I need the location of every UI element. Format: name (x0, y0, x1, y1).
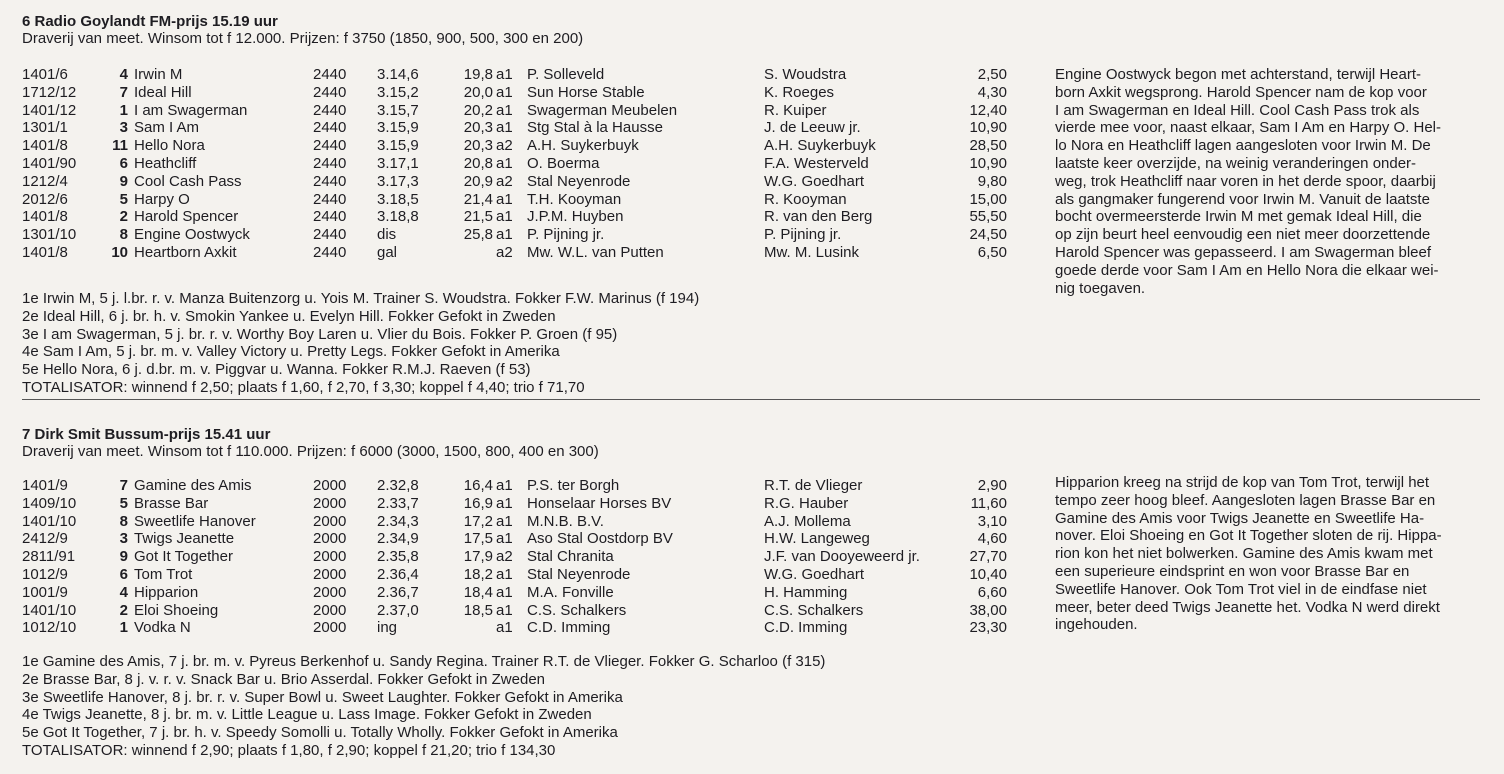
owner: C.S. Schalkers (527, 601, 627, 619)
distance: 2440 (313, 66, 347, 83)
report-line: nig toegaven. (1055, 279, 1146, 297)
report-line: Hipparion kreeg na strijd de kop van Tom Trot, terwijl het (1055, 474, 1430, 491)
form-code: 2412/9 (22, 530, 68, 548)
driver: C.D. Imming (764, 619, 848, 637)
form-code: 1409/10 (22, 494, 77, 512)
report-line: I am Swagerman en Ideal Hill. Cool Cash Pass trok als (1055, 101, 1420, 119)
report-line: bocht overmeersterde Irwin M met gemak Ideal Hill, die (1055, 208, 1422, 226)
form-code: 1001/9 (22, 583, 68, 601)
horse-name: Ideal Hill (134, 83, 192, 101)
race-title: 7 Dirk Smit Bussum-prijs 15.41 uur (22, 426, 271, 443)
owner: O. Boerma (527, 155, 600, 172)
horse-name: Sweetlife Hanover (134, 512, 256, 530)
driver: R. van den Berg (764, 208, 873, 226)
finish-time: 3.18,5 (377, 190, 419, 208)
form-code: 1401/8 (22, 208, 68, 226)
class: a1 (496, 208, 513, 226)
start-number: 4 (119, 583, 128, 601)
form-code: 1401/12 (22, 101, 77, 119)
driver: J. de Leeuw jr. (764, 119, 861, 137)
class: a1 (496, 190, 513, 208)
horse-name: Hipparion (134, 583, 199, 601)
finish-time: dis (377, 226, 397, 244)
class: a1 (496, 83, 513, 101)
finish-time: 2.36,7 (377, 583, 419, 601)
owner: M.N.B. B.V. (527, 512, 604, 530)
report-line: als gangmaker fungerend voor Irwin M. Vanuit de laatste (1055, 190, 1430, 208)
table-row (22, 495, 1022, 513)
km-time: 25,8 (463, 226, 493, 244)
distance: 2000 (313, 548, 347, 566)
placing-note: 4e Twigs Jeanette, 8 j. br. m. v. Little League u. Lass Image. Fokker Gefokt in Zweden (22, 706, 592, 724)
placing-note: 2e Ideal Hill, 6 j. br. h. v. Smokin Yankee u. Evelyn Hill. Fokker Gefokt in Zweden (22, 307, 556, 325)
owner: Stal Chranita (527, 548, 614, 566)
km-time: 20,3 (463, 119, 493, 137)
form-code: 1401/8 (22, 244, 68, 261)
start-number: 11 (112, 137, 128, 155)
race-conditions: Draverij van meet. Winsom tot f 12.000. Prijzen: f 3750 (1850, 900, 500, 300 en 200) (22, 30, 584, 47)
form-code: 1401/10 (22, 512, 77, 530)
odds: 3,10 (977, 512, 1007, 530)
placing-note: 5e Got It Together, 7 j. br. h. v. Speedy Somolli u. Totally Wholly. Fokker Gefokt in Amerika (22, 724, 618, 742)
odds: 23,30 (969, 619, 1007, 637)
race-section (22, 13, 1492, 396)
finish-time: 3.15,9 (377, 137, 419, 155)
totalisator-line: TOTALISATOR: winnend f 2,50; plaats f 1,60, f 2,70, f 3,30; koppel f 4,40; trio f 71,70 (22, 378, 585, 396)
odds: 4,60 (977, 530, 1007, 548)
placing-note: 5e Hello Nora, 6 j. d.br. m. v. Piggvar u. Wanna. Fokker R.M.J. Raeven (f 53) (22, 361, 531, 379)
horse-name: Heartborn Axkit (134, 244, 237, 261)
owner: P. Pijning jr. (527, 226, 605, 244)
class: a1 (496, 530, 513, 548)
table-row (22, 102, 1022, 120)
owner: Sun Horse Stable (527, 83, 645, 101)
odds: 15,00 (969, 190, 1007, 208)
table-row (22, 584, 1022, 602)
odds: 10,90 (969, 119, 1007, 137)
owner: A.H. Suykerbuyk (527, 137, 639, 155)
class: a2 (496, 172, 513, 190)
owner: T.H. Kooyman (527, 190, 622, 208)
table-row (22, 513, 1022, 531)
start-number: 3 (119, 119, 128, 137)
driver: W.G. Goedhart (764, 172, 865, 190)
class: a1 (496, 477, 513, 494)
finish-time: 3.17,3 (377, 172, 419, 190)
owner: Stg Stal à la Hausse (527, 119, 663, 137)
placing-note: 3e I am Swagerman, 5 j. br. r. v. Worthy Boy Laren u. Vlier du Bois. Fokker P. Groen (f 95) (22, 325, 618, 343)
report-line: laatste keer overzijde, na weinig veranderingen onder- (1055, 154, 1417, 172)
report-line: tempo zeer hoog bleef. Aangesloten lagen Brasse Bar en (1055, 491, 1436, 509)
odds: 55,50 (969, 208, 1007, 226)
odds: 11,60 (970, 494, 1007, 512)
placing-note: 3e Sweetlife Hanover, 8 j. br. r. v. Super Bowl u. Sweet Laughter. Fokker Gefokt in Amerika (22, 688, 623, 706)
form-code: 1401/90 (22, 155, 77, 172)
form-code: 2811/91 (22, 548, 76, 566)
race-conditions: Draverij van meet. Winsom tot f 110.000. Prijzen: f 6000 (3000, 1500, 800, 400 en 300) (22, 443, 599, 460)
finish-time: 2.34,9 (377, 530, 419, 548)
horse-name: Twigs Jeanette (134, 530, 235, 548)
driver: H.W. Langeweg (764, 530, 870, 548)
odds: 38,00 (969, 601, 1007, 619)
table-row (22, 84, 1022, 102)
driver: S. Woudstra (764, 66, 847, 83)
km-time: 20,3 (463, 137, 493, 155)
odds: 6,50 (977, 244, 1007, 261)
start-number: 8 (119, 512, 128, 530)
distance: 2000 (313, 477, 347, 494)
distance: 2440 (313, 172, 347, 190)
start-number: 9 (119, 172, 128, 190)
owner: Aso Stal Oostdorp BV (527, 530, 673, 548)
start-number: 2 (119, 601, 128, 619)
km-time: 18,5 (463, 601, 493, 619)
odds: 4,30 (977, 83, 1007, 101)
odds: 2,90 (977, 477, 1007, 494)
placing-note: 2e Brasse Bar, 8 j. v. r. v. Snack Bar u. Brio Asserdal. Fokker Gefokt in Zweden (22, 670, 546, 688)
km-time: 20,9 (463, 172, 493, 190)
start-number: 3 (119, 530, 128, 548)
owner: Stal Neyenrode (527, 566, 631, 583)
finish-time: 2.32,8 (377, 477, 419, 494)
table-row (22, 208, 1022, 226)
table-row (22, 477, 1022, 495)
horse-name: Gamine des Amis (134, 477, 252, 494)
report-line: Harold Spencer was gepasseerd. I am Swagerman bleef (1055, 243, 1432, 261)
finish-time: 2.35,8 (377, 548, 419, 566)
report-line: vierde mee voor, naast elkaar, Sam I Am en Harpy O. Hel- (1055, 119, 1442, 137)
horse-name: Got It Together (134, 548, 233, 566)
distance: 2440 (313, 244, 347, 261)
horse-name: Cool Cash Pass (134, 172, 242, 190)
form-code: 1401/9 (22, 477, 68, 494)
class: a1 (496, 155, 513, 172)
table-row (22, 602, 1022, 620)
report-line: born Axkit wegsprong. Harold Spencer nam de kop voor (1055, 83, 1427, 101)
distance: 2440 (313, 137, 347, 155)
placing-note: 1e Irwin M, 5 j. l.br. r. v. Manza Buitenzorg u. Yois M. Trainer S. Woudstra. Fokker F.W. Marinus (f 194) (22, 290, 700, 307)
driver: R. Kooyman (764, 190, 847, 208)
horse-name: Harpy O (134, 190, 190, 208)
odds: 6,60 (977, 583, 1007, 601)
report-line: Sweetlife Hanover. Ook Tom Trot viel in de eindfase niet (1055, 580, 1427, 598)
start-number: 5 (119, 494, 128, 512)
odds: 24,50 (969, 226, 1007, 244)
form-code: 1012/10 (22, 619, 77, 637)
odds: 9,80 (977, 172, 1007, 190)
driver: H. Hamming (764, 583, 848, 601)
owner: M.A. Fonville (527, 583, 614, 601)
distance: 2000 (313, 494, 347, 512)
finish-time: 3.18,8 (377, 208, 419, 226)
report-line: op zijn beurt heel eenvoudig een niet meer doorzettende (1055, 226, 1431, 244)
km-time: 19,8 (463, 66, 493, 83)
table-row (22, 191, 1022, 209)
distance: 2000 (313, 566, 347, 583)
form-code: 1401/8 (22, 137, 68, 155)
table-row (22, 619, 1022, 637)
report-line: ingehouden. (1055, 616, 1138, 634)
distance: 2000 (313, 512, 347, 530)
start-number: 9 (119, 548, 128, 566)
form-code: 1301/1 (22, 119, 68, 137)
race-report (1055, 474, 1493, 634)
horse-name: Brasse Bar (134, 494, 209, 512)
finish-time: ing (377, 619, 398, 637)
km-time: 17,2 (463, 512, 493, 530)
driver: A.H. Suykerbuyk (764, 137, 876, 155)
horse-name: Tom Trot (134, 566, 193, 583)
start-number: 2 (119, 208, 128, 226)
finish-time: 3.15,7 (377, 101, 419, 119)
distance: 2440 (313, 155, 347, 172)
start-number: 8 (119, 226, 128, 244)
class: a1 (496, 619, 513, 637)
km-time: 16,9 (463, 494, 493, 512)
table-row (22, 173, 1022, 191)
table-row (22, 530, 1022, 548)
start-number: 1 (119, 619, 128, 637)
driver: F.A. Westerveld (764, 155, 869, 172)
horse-name: Sam I Am (134, 119, 200, 137)
km-time: 17,9 (463, 548, 493, 566)
owner: C.D. Imming (527, 619, 611, 637)
class: a1 (496, 101, 513, 119)
finish-time: 3.15,9 (377, 119, 419, 137)
horse-name: I am Swagerman (134, 101, 248, 119)
driver: J.F. van Dooyeweerd jr. (764, 548, 920, 566)
class: a1 (496, 512, 513, 530)
owner: Honselaar Horses BV (527, 494, 672, 512)
form-code: 1301/10 (22, 226, 77, 244)
placing-note: 1e Gamine des Amis, 7 j. br. m. v. Pyreus Berkenhof u. Sandy Regina. Trainer R.T. de Vlieger. Fokker G. Scharloo (f 315) (22, 653, 826, 670)
km-time: 18,2 (463, 566, 493, 583)
horse-name: Irwin M (134, 66, 183, 83)
odds: 27,70 (969, 548, 1007, 566)
finish-time: gal (377, 244, 398, 261)
start-number: 7 (119, 83, 128, 101)
distance: 2000 (313, 619, 347, 637)
distance: 2440 (313, 101, 347, 119)
distance: 2440 (313, 208, 347, 226)
report-line: goede derde voor Sam I Am en Hello Nora die elkaar wei- (1055, 261, 1439, 279)
owner: P. Solleveld (527, 66, 605, 83)
form-code: 2012/6 (22, 190, 68, 208)
finish-time: 2.33,7 (377, 494, 419, 512)
distance: 2440 (313, 83, 347, 101)
report-line: weg, trok Heathcliff naar voren in het derde spoor, daarbij (1055, 172, 1436, 190)
finish-time: 2.37,0 (377, 601, 419, 619)
km-time: 20,0 (463, 83, 493, 101)
start-number: 6 (119, 566, 128, 583)
km-time: 17,5 (463, 530, 493, 548)
owner: J.P.M. Huyben (527, 208, 624, 226)
table-row (22, 566, 1022, 584)
driver: C.S. Schalkers (764, 601, 864, 619)
driver: A.J. Mollema (764, 512, 851, 530)
finish-time: 3.17,1 (377, 155, 419, 172)
odds: 28,50 (969, 137, 1007, 155)
owner: P.S. ter Borgh (527, 477, 620, 494)
table-row (22, 226, 1022, 244)
driver: R.T. de Vlieger (764, 477, 863, 494)
odds: 10,40 (969, 566, 1007, 583)
distance: 2440 (313, 226, 347, 244)
odds: 2,50 (977, 66, 1007, 83)
horse-name: Eloi Shoeing (134, 601, 219, 619)
report-line: meer, beter deed Twigs Jeanette het. Vodka N werd direkt (1055, 598, 1440, 616)
form-code: 1712/12 (22, 83, 77, 101)
form-code: 1401/6 (22, 66, 68, 83)
report-line: Gamine des Amis voor Twigs Jeanette en Sweetlife Ha- (1055, 509, 1425, 527)
finish-time: 3.15,2 (377, 83, 419, 101)
distance: 2000 (313, 530, 347, 548)
start-number: 1 (119, 101, 128, 119)
report-line: nover. Eloi Shoeing en Got It Together sloten de rij. Hippa- (1055, 527, 1442, 545)
driver: Mw. M. Lusink (764, 244, 860, 261)
owner: Swagerman Meubelen (527, 101, 678, 119)
table-row (22, 244, 1022, 262)
finish-time: 2.34,3 (377, 512, 419, 530)
report-line: Engine Oostwyck begon met achterstand, terwijl Heart- (1055, 66, 1421, 83)
horse-name: Harold Spencer (134, 208, 239, 226)
table-row (22, 548, 1022, 566)
driver: K. Roeges (764, 83, 835, 101)
class: a1 (496, 566, 513, 583)
owner: Mw. W.L. van Putten (527, 244, 664, 261)
km-time: 21,5 (463, 208, 493, 226)
horse-name: Heathcliff (134, 155, 197, 172)
placings-notes (22, 290, 699, 397)
driver: R. Kuiper (764, 101, 827, 119)
horse-name: Vodka N (134, 619, 191, 637)
class: a1 (496, 119, 513, 137)
class: a2 (496, 244, 513, 261)
race-report (1055, 66, 1493, 297)
table-row (22, 155, 1022, 173)
section-divider (22, 399, 1480, 400)
horse-name: Hello Nora (134, 137, 205, 155)
start-number: 10 (111, 244, 128, 261)
odds: 10,90 (969, 155, 1007, 172)
class: a2 (496, 548, 513, 566)
finish-time: 2.36,4 (377, 566, 419, 583)
race-section (22, 426, 1492, 759)
class: a2 (496, 137, 513, 155)
distance: 2000 (313, 583, 347, 601)
class: a1 (496, 601, 513, 619)
table-row (22, 137, 1022, 155)
km-time: 21,4 (463, 190, 493, 208)
placing-note: 4e Sam I Am, 5 j. br. m. v. Valley Victory u. Pretty Legs. Fokker Gefokt in Amerika (22, 343, 560, 361)
class: a1 (496, 226, 513, 244)
placings-notes (22, 653, 825, 760)
class: a1 (496, 66, 513, 83)
report-line: rion kon het niet bolwerken. Gamine des Amis kwam met (1055, 545, 1433, 563)
horse-name: Engine Oostwyck (134, 226, 250, 244)
class: a1 (496, 583, 513, 601)
start-number: 4 (119, 66, 128, 83)
km-time: 16,4 (463, 477, 493, 494)
race-title: 6 Radio Goylandt FM-prijs 15.19 uur (22, 13, 278, 30)
distance: 2440 (313, 190, 347, 208)
km-time: 18,4 (463, 583, 493, 601)
start-number: 5 (119, 190, 128, 208)
report-line: lo Nora en Heathcliff lagen aangesloten voor Irwin M. De (1055, 137, 1431, 155)
finish-time: 3.14,6 (377, 66, 419, 83)
odds: 12,40 (969, 101, 1007, 119)
driver: R.G. Hauber (764, 494, 849, 512)
class: a1 (496, 494, 513, 512)
totalisator-line: TOTALISATOR: winnend f 2,90; plaats f 1,80, f 2,90; koppel f 21,20; trio f 134,30 (22, 741, 556, 759)
km-time: 20,2 (463, 101, 493, 119)
km-time: 20,8 (463, 155, 493, 172)
start-number: 6 (119, 155, 128, 172)
driver: W.G. Goedhart (764, 566, 865, 583)
table-row (22, 66, 1022, 84)
form-code: 1012/9 (22, 566, 68, 583)
report-line: een superieure eindsprint en won voor Brasse Bar en (1055, 562, 1410, 580)
distance: 2440 (313, 119, 347, 137)
table-row (22, 119, 1022, 137)
driver: P. Pijning jr. (764, 226, 842, 244)
distance: 2000 (313, 601, 347, 619)
start-number: 7 (119, 477, 128, 494)
owner: Stal Neyenrode (527, 172, 631, 190)
form-code: 1401/10 (22, 601, 77, 619)
form-code: 1212/4 (22, 172, 68, 190)
